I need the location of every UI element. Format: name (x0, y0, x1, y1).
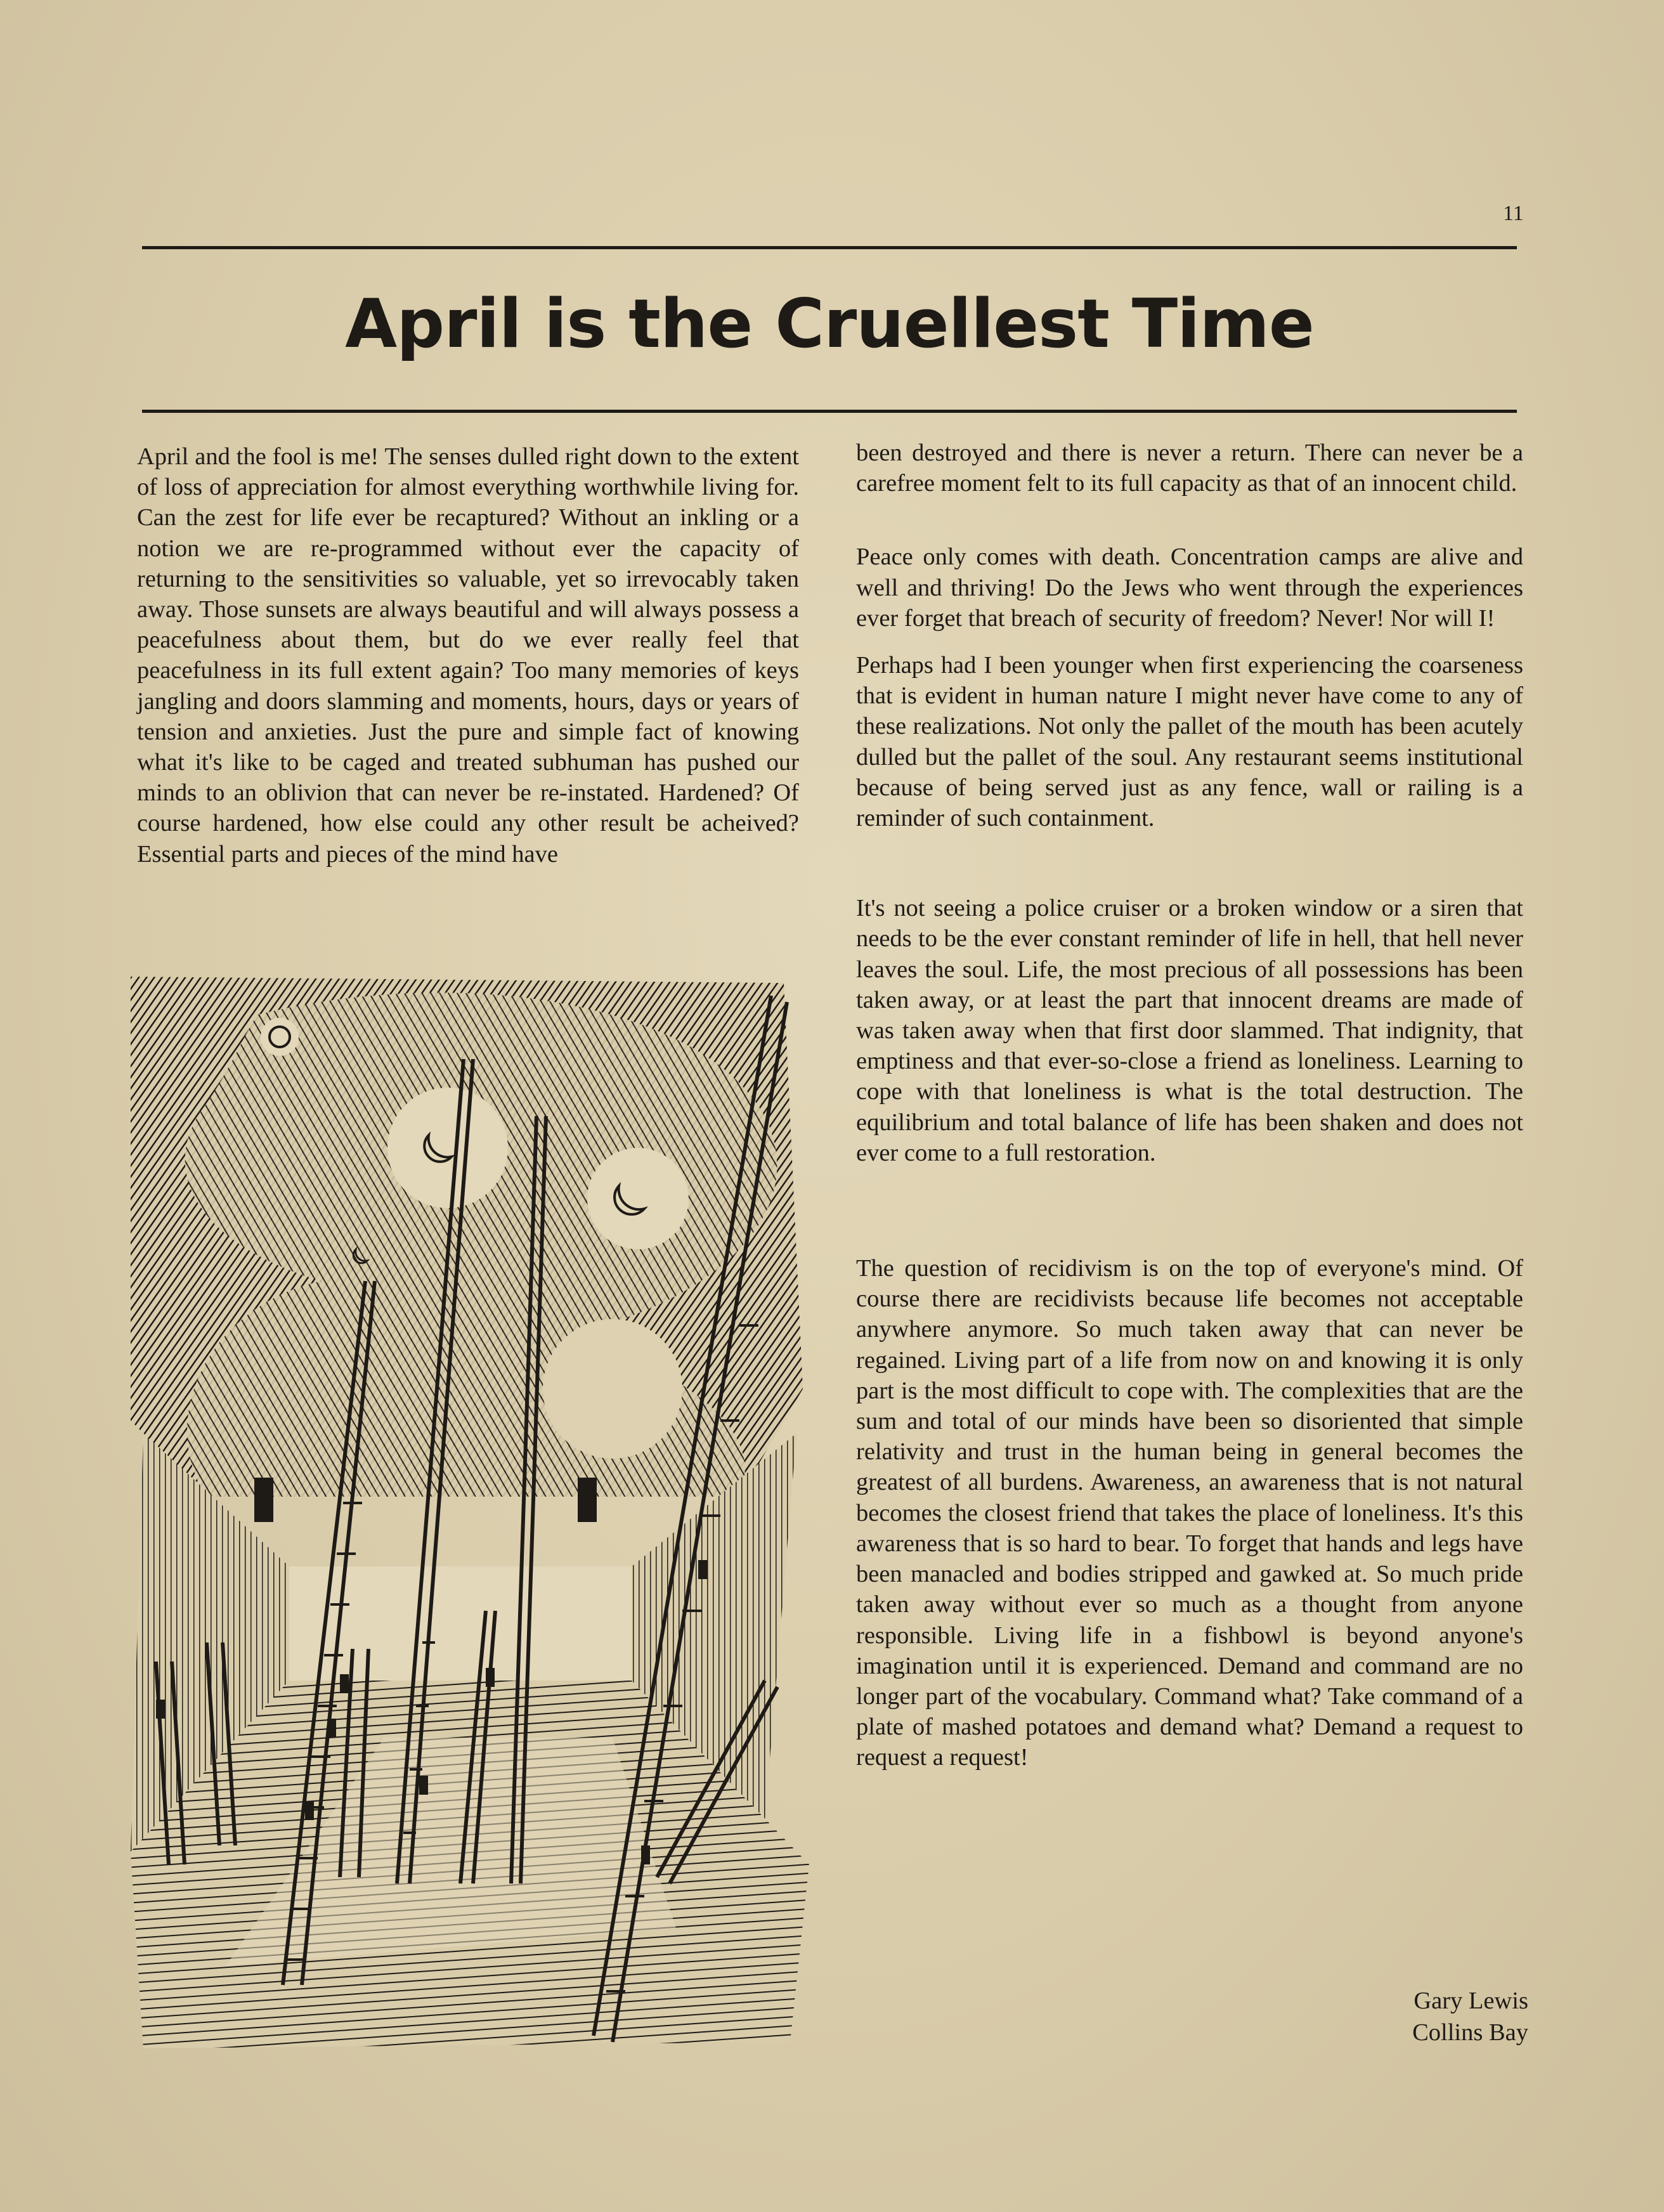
paragraph-3: Peace only comes with death. Concentration camps are alive and well and thriving! Do the Jews who went through the experiences ever forget that breach of security of freedom? Never! Nor will I! (856, 543, 1523, 632)
signature (1300, 1985, 1528, 2048)
paragraph-2: been destroyed and there is never a return. There can never be a carefree moment felt to its full capacity as that of an innocent child. (856, 439, 1523, 497)
moon-glow-1 (387, 1088, 508, 1208)
moon-small (261, 1018, 299, 1056)
header-rule-bottom (142, 410, 1517, 413)
lamp-right (578, 1478, 597, 1522)
left-column (137, 441, 799, 869)
article-title: April is the Cruellest Time (345, 285, 1314, 363)
lamp-left (254, 1478, 273, 1522)
sky-swirl-overlay (185, 992, 777, 1497)
illustration (131, 977, 809, 2048)
author-location: Collins Bay (1412, 2019, 1528, 2046)
right-column (856, 438, 1523, 1773)
paragraph-4: Perhaps had I been younger when first experiencing the coarseness that is evident in human nature I might never have come to any of these realizations. Not only the pallet of the mouth has been acutely dulled but the pallet of the soul. Any restaurant seems institutional because of being served just as any fence, wall or railing is a reminder of such containment. (856, 652, 1523, 832)
moon-glow-2 (587, 1148, 689, 1249)
header-rule-top (142, 246, 1517, 249)
author-name: Gary Lewis (1414, 1988, 1528, 2014)
page-number: 11 (1503, 202, 1524, 225)
moon-glow-3 (543, 1319, 682, 1459)
paragraph-6: The question of recidivism is on the top of everyone's mind. Of course there are recidivists because life becomes not acceptable anywhere anymore. So much taken away that can never be regained. Living part of a life from now on and knowing it is only part is the most difficult to cope with. The complexities that are the sum and total of our minds have been so disoriented that simple relativity and trust in the human being in general becomes the greatest of all burdens. Awareness, an awareness that is not natural becomes the closest friend that takes the place of loneliness. It's this awareness that is so hard to bear. To forget that hands and legs have been manacled and bodies stripped and gawked at. So much pride taken away without ever so much as a thought from anyone responsible. Living life in a fishbowl is beyond anyone's imagination until it is experienced. Demand and command are no longer part of the vocabulary. Command what? Take command of a plate of mashed potatoes and demand what? Demand a request to request a request! (856, 1255, 1523, 1771)
paragraph-5: It's not seeing a police cruiser or a broken window or a siren that needs to be the ever constant reminder of life in hell, that hell never leaves the soul. Life, the most precious of all possessions has been taken away, or at least the part that innocent dreams are made of was taken away when that first door slammed. That indignity, that emptiness and that ever-so-close a friend as loneliness. Learning to cope with that loneliness is what is the total destruction. The equilibrium and total balance of life has been shaken and does not ever come to a full restoration. (856, 895, 1523, 1166)
paragraph-1: April and the fool is me! The senses dulled right down to the extent of loss of appreciation for almost everything worthwhile living for. Can the zest for life ever be recaptured? Without an inkling or a notion we are re-programmed without ever the capacity of returning to the sensitivities so valuable, yet so irrevocably taken away. Those sunsets are always beautiful and will always possess a peacefulness about them, but do we ever really feel that peacefulness in its full extent again? Too many memories of keys jangling and doors slamming and moments, hours, days or years of tension and anxieties. Just the pure and simple fact of knowing what it's like to be caged and treated subhuman has pushed our minds to an oblivion that can never be re-instated. Hardened? Of course hardened, how else could any other result be acheived? Essential parts and pieces of the mind have (137, 443, 799, 868)
